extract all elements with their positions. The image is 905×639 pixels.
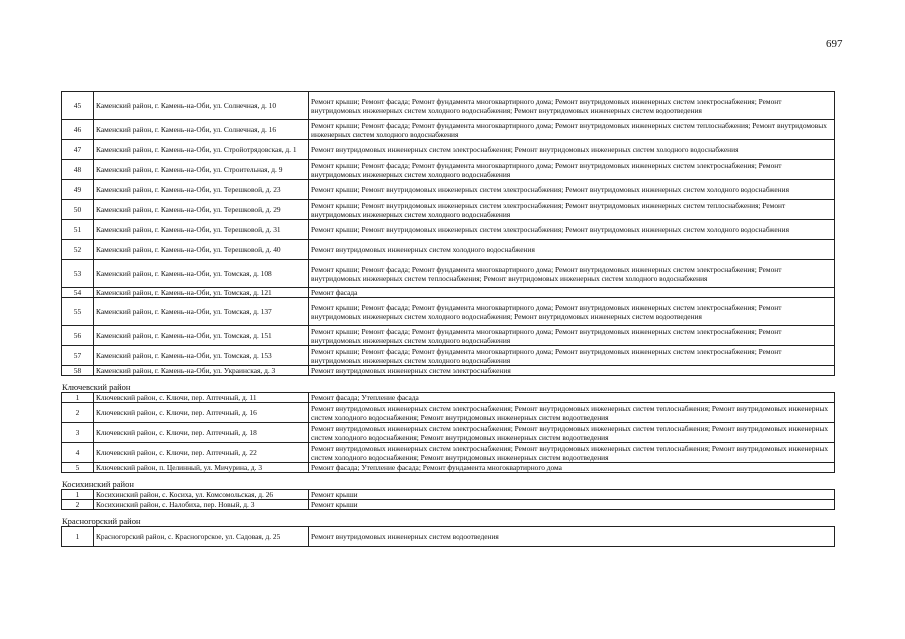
works-table bbox=[61, 392, 835, 473]
table-row bbox=[62, 500, 835, 510]
address-cell: Каменский район, г. Камень-на-Оби, ул. Строительная, д. 9 bbox=[94, 160, 309, 180]
row-number: 45 bbox=[62, 92, 94, 120]
table-row bbox=[62, 120, 835, 140]
row-number: 58 bbox=[62, 366, 94, 376]
row-number: 2 bbox=[62, 403, 94, 423]
works-cell: Ремонт внутридомовых инженерных систем электроснабжения; Ремонт внутридомовых инженерных систем теплоснабжения; Ремонт внутридомовых инженерных систем холодного водоснабжения; Ремонт внутридомовых инженерных систем водоотведения bbox=[309, 403, 835, 423]
row-number: 1 bbox=[62, 490, 94, 500]
table-row bbox=[62, 366, 835, 376]
works-table bbox=[61, 489, 835, 510]
row-number: 48 bbox=[62, 160, 94, 180]
row-number: 1 bbox=[62, 527, 94, 547]
address-cell: Ключевский район, п. Целинный, ул. Мичурина, д. 3 bbox=[94, 463, 309, 473]
table-row bbox=[62, 200, 835, 220]
address-cell: Каменский район, г. Камень-на-Оби, ул. Терешковой, д. 29 bbox=[94, 200, 309, 220]
section-title: Косихинский район bbox=[62, 479, 134, 489]
address-cell: Ключевский район, с. Ключи, пер. Аптечный, д. 18 bbox=[94, 423, 309, 443]
works-cell: Ремонт внутридомовых инженерных систем электроснабжения; Ремонт внутридомовых инженерных систем теплоснабжения; Ремонт внутридомовых инженерных систем холодного водоснабжения; Ремонт внутридомовых инженерных систем водоотведения bbox=[309, 443, 835, 463]
address-cell: Косихинский район, с. Налобиха, пер. Новый, д. 3 bbox=[94, 500, 309, 510]
address-cell: Каменский район, г. Камень-на-Оби, ул. Стройотрядовская, д. 1 bbox=[94, 140, 309, 160]
address-cell: Каменский район, г. Камень-на-Оби, ул. Солнечная, д. 16 bbox=[94, 120, 309, 140]
section-title: Красногорский район bbox=[62, 516, 141, 526]
row-number: 3 bbox=[62, 423, 94, 443]
address-cell: Каменский район, г. Камень-на-Оби, ул. Томская, д. 121 bbox=[94, 288, 309, 298]
table-row bbox=[62, 180, 835, 200]
table-row bbox=[62, 403, 835, 423]
works-cell: Ремонт фасада; Утепление фасада bbox=[309, 393, 835, 403]
works-cell: Ремонт крыши; Ремонт внутридомовых инженерных систем электроснабжения; Ремонт внутридомовых инженерных систем холодного водоснабжения bbox=[309, 180, 835, 200]
row-number: 51 bbox=[62, 220, 94, 240]
works-table bbox=[61, 526, 835, 547]
row-number: 53 bbox=[62, 260, 94, 288]
row-number: 54 bbox=[62, 288, 94, 298]
table-row bbox=[62, 393, 835, 403]
works-cell: Ремонт внутридомовых инженерных систем водоотведения bbox=[309, 527, 835, 547]
works-cell: Ремонт внутридомовых инженерных систем электроснабжения; Ремонт внутридомовых инженерных систем холодного водоснабжения bbox=[309, 140, 835, 160]
works-cell: Ремонт крыши; Ремонт фасада; Ремонт фундамента многоквартирного дома; Ремонт внутридомовых инженерных систем теплоснабжения; Ремонт внутридомовых инженерных систем холодного водоснабжения bbox=[309, 120, 835, 140]
works-cell: Ремонт крыши; Ремонт внутридомовых инженерных систем электроснабжения; Ремонт внутридомовых инженерных систем холодного водоснабжения bbox=[309, 220, 835, 240]
table-row bbox=[62, 260, 835, 288]
address-cell: Каменский район, г. Камень-на-Оби, ул. Украинская, д. 3 bbox=[94, 366, 309, 376]
address-cell: Ключевский район, с. Ключи, пер. Аптечный, д. 16 bbox=[94, 403, 309, 423]
works-cell: Ремонт фасада bbox=[309, 288, 835, 298]
row-number: 1 bbox=[62, 393, 94, 403]
address-cell: Каменский район, г. Камень-на-Оби, ул. Томская, д. 108 bbox=[94, 260, 309, 288]
address-cell: Каменский район, г. Камень-на-Оби, ул. Терешковой, д. 40 bbox=[94, 240, 309, 260]
row-number: 47 bbox=[62, 140, 94, 160]
address-cell: Красногорский район, с. Красногорское, ул. Садовая, д. 25 bbox=[94, 527, 309, 547]
address-cell: Каменский район, г. Камень-на-Оби, ул. Томская, д. 153 bbox=[94, 346, 309, 366]
works-cell: Ремонт крыши bbox=[309, 490, 835, 500]
works-cell: Ремонт внутридомовых инженерных систем электроснабжения bbox=[309, 366, 835, 376]
row-number: 57 bbox=[62, 346, 94, 366]
table-row bbox=[62, 490, 835, 500]
table-row bbox=[62, 527, 835, 547]
table-row bbox=[62, 326, 835, 346]
works-cell: Ремонт крыши; Ремонт фасада; Ремонт фундамента многоквартирного дома; Ремонт внутридомовых инженерных систем электроснабжения; Ремонт внутридомовых инженерных систем холодного водоснабжения bbox=[309, 346, 835, 366]
address-cell: Каменский район, г. Камень-на-Оби, ул. Томская, д. 137 bbox=[94, 298, 309, 326]
row-number: 46 bbox=[62, 120, 94, 140]
table-row bbox=[62, 288, 835, 298]
row-number: 50 bbox=[62, 200, 94, 220]
works-cell: Ремонт внутридомовых инженерных систем электроснабжения; Ремонт внутридомовых инженерных систем теплоснабжения; Ремонт внутридомовых инженерных систем холодного водоснабжения; Ремонт внутридомовых инженерных систем водоотведения bbox=[309, 423, 835, 443]
address-cell: Косихинский район, с. Косиха, ул. Комсомольская, д. 26 bbox=[94, 490, 309, 500]
address-cell: Каменский район, г. Камень-на-Оби, ул. Солнечная, д. 10 bbox=[94, 92, 309, 120]
table-row bbox=[62, 240, 835, 260]
works-cell: Ремонт крыши; Ремонт фасада; Ремонт фундамента многоквартирного дома; Ремонт внутридомовых инженерных систем электроснабжения; Ремонт внутридомовых инженерных систем холодного водоснабжения bbox=[309, 160, 835, 180]
row-number: 5 bbox=[62, 463, 94, 473]
row-number: 49 bbox=[62, 180, 94, 200]
works-cell: Ремонт внутридомовых инженерных систем холодного водоснабжения bbox=[309, 240, 835, 260]
table-row bbox=[62, 298, 835, 326]
table-row bbox=[62, 346, 835, 366]
works-cell: Ремонт крыши; Ремонт фасада; Ремонт фундамента многоквартирного дома; Ремонт внутридомовых инженерных систем электроснабжения; Ремонт внутридомовых инженерных систем холодного водоснабжения; Ремонт внутридомовых инженерных систем водоотведения bbox=[309, 92, 835, 120]
document-body bbox=[61, 91, 834, 547]
table-row bbox=[62, 140, 835, 160]
works-cell: Ремонт крыши; Ремонт внутридомовых инженерных систем электроснабжения; Ремонт внутридомовых инженерных систем теплоснабжения; Ремонт внутридомовых инженерных систем холодного водоснабжения bbox=[309, 200, 835, 220]
works-cell: Ремонт крыши bbox=[309, 500, 835, 510]
table-row bbox=[62, 220, 835, 240]
row-number: 55 bbox=[62, 298, 94, 326]
row-number: 4 bbox=[62, 443, 94, 463]
address-cell: Ключевский район, с. Ключи, пер. Аптечный, д. 11 bbox=[94, 393, 309, 403]
table-row bbox=[62, 423, 835, 443]
row-number: 52 bbox=[62, 240, 94, 260]
works-table bbox=[61, 91, 835, 376]
works-cell: Ремонт фасада; Утепление фасада; Ремонт фундамента многоквартирного дома bbox=[309, 463, 835, 473]
table-row bbox=[62, 160, 835, 180]
works-cell: Ремонт крыши; Ремонт фасада; Ремонт фундамента многоквартирного дома; Ремонт внутридомовых инженерных систем электроснабжения; Ремонт внутридомовых инженерных систем холодного водоснабжения; Ремонт внутридомовых инженерных систем водоотведения bbox=[309, 298, 835, 326]
works-cell: Ремонт крыши; Ремонт фасада; Ремонт фундамента многоквартирного дома; Ремонт внутридомовых инженерных систем электроснабжения; Ремонт внутридомовых инженерных систем холодного водоснабжения bbox=[309, 326, 835, 346]
page-number: 697 bbox=[826, 38, 843, 50]
address-cell: Каменский район, г. Камень-на-Оби, ул. Томская, д. 151 bbox=[94, 326, 309, 346]
table-row bbox=[62, 463, 835, 473]
address-cell: Ключевский район, с. Ключи, пер. Аптечный, д. 22 bbox=[94, 443, 309, 463]
address-cell: Каменский район, г. Камень-на-Оби, ул. Терешковой, д. 23 bbox=[94, 180, 309, 200]
row-number: 2 bbox=[62, 500, 94, 510]
address-cell: Каменский район, г. Камень-на-Оби, ул. Терешковой, д. 31 bbox=[94, 220, 309, 240]
row-number: 56 bbox=[62, 326, 94, 346]
section-title: Ключевский район bbox=[62, 382, 131, 392]
table-row bbox=[62, 443, 835, 463]
table-row bbox=[62, 92, 835, 120]
works-cell: Ремонт крыши; Ремонт фасада; Ремонт фундамента многоквартирного дома; Ремонт внутридомовых инженерных систем электроснабжения; Ремонт внутридомовых инженерных систем теплоснабжения; Ремонт внутридомовых инженерных систем холодного водоснабжения bbox=[309, 260, 835, 288]
